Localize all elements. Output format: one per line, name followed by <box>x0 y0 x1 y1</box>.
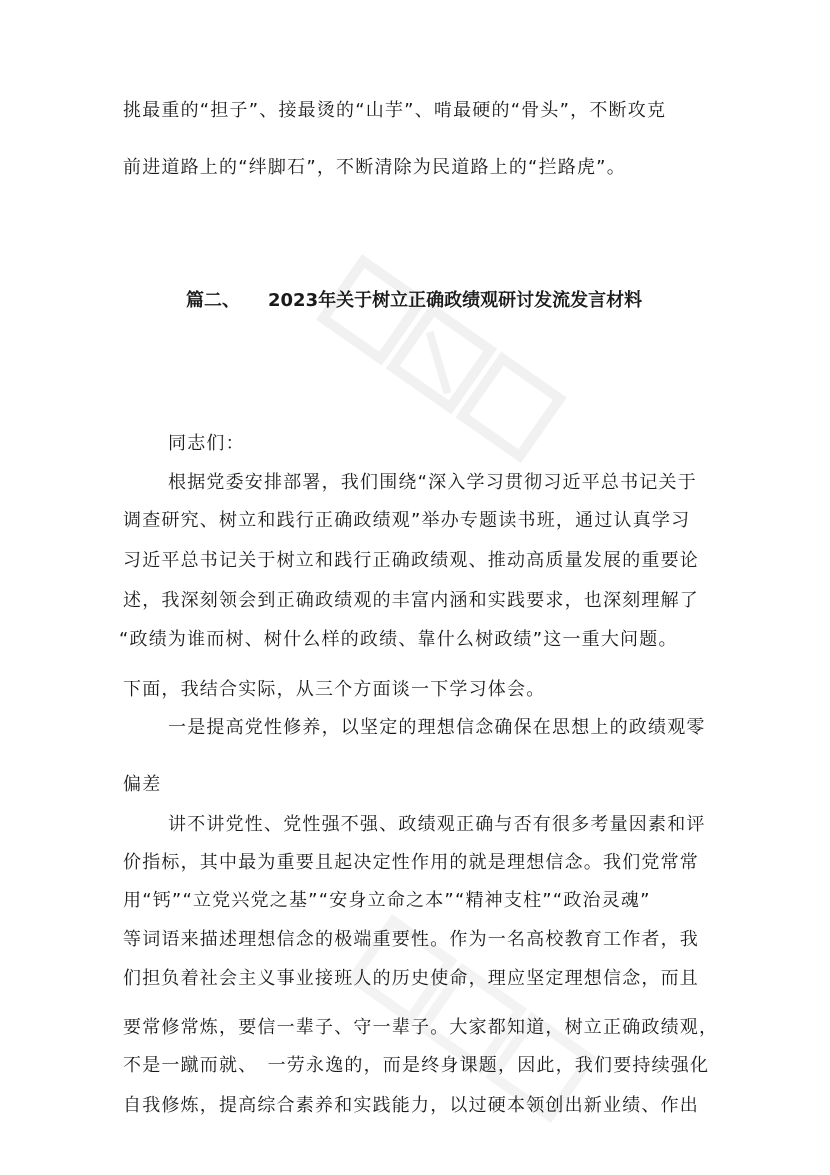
paragraph-line: 等词语来描述理想信念的极端重要性。作为一名高校教育工作者，我 <box>123 929 699 950</box>
body-line-1: 挑最重的“担子”、接最烫的“山芋”、啃最硬的“骨头”，不断攻克 <box>123 100 667 121</box>
heading-title: 2023年关于树立正确政绩观研讨发流发言材料 <box>268 290 643 311</box>
paragraph-line: 下面，我结合实际，从三个方面谈一下学习体会。 <box>123 679 546 700</box>
section-heading <box>186 288 642 314</box>
paragraph-line: 要常修常炼，要信一辈子、守一辈子。大家都知道，树立正确政绩观， <box>123 1017 719 1038</box>
heading-number: 篇二、 <box>186 290 240 311</box>
section-title-line: 一是提高党性修养，以坚定的理想信念确保在思想上的政绩观零 <box>168 717 706 738</box>
paragraph-line: 习近平总书记关于树立和践行正确政绩观、推动高质量发展的重要论 <box>123 550 699 571</box>
greeting: 同志们： <box>168 433 245 454</box>
body-line-2: 前进道路上的“绊脚石”，不断清除为民道路上的“拦路虎”。 <box>123 157 626 178</box>
paragraph-line: 自我修炼，提高综合素养和实践能力，以过硬本领创出新业绩、作出 <box>123 1095 699 1116</box>
paragraph-line: 们担负着社会主义事业接班人的历史使命，理应坚定理想信念，而且 <box>123 968 699 989</box>
paragraph-line: 不是一蹴而就、 一劳永逸的，而是终身课题，因此，我们要持续强化 <box>123 1055 710 1076</box>
paragraph-line: “政绩为谁而树、树什么样的政绩、靠什么树政绩”这一重大问题。 <box>119 629 678 650</box>
paragraph-line: 讲不讲党性、党性强不强、政绩观正确与否有很多考量因素和评 <box>168 814 706 835</box>
paragraph-line: 调查研究、树立和践行正确政绩观”举办专题读书班，通过认真学习 <box>123 510 691 531</box>
paragraph-line: 价指标，其中最为重要且起决定性作用的就是理想信念。我们党常常 <box>123 852 699 873</box>
paragraph-line: 根据党委安排部署，我们围绕“深入学习贯彻习近平总书记关于 <box>168 472 697 493</box>
paragraph-line: 用“钙”“立党兴党之基”“安身立命之本”“精神支柱”“政治灵魂” <box>123 890 651 911</box>
section-title-line: 偏差 <box>123 774 162 795</box>
paragraph-line: 述，我深刻领会到正确政绩观的丰富内涵和实践要求，也深刻理解了 <box>123 590 699 611</box>
